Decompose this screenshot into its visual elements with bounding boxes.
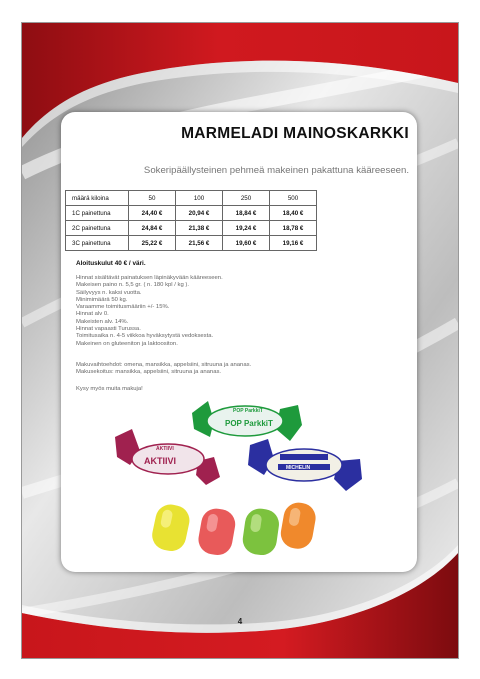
setup-cost: Aloituskulut 40 € / väri. <box>76 260 146 267</box>
table-header-cell: 500 <box>270 191 317 206</box>
price-cell: 19,60 € <box>223 236 270 251</box>
price-cell: 18,84 € <box>223 206 270 221</box>
price-cell: 24,84 € <box>129 221 176 236</box>
price-cell: 20,94 € <box>176 206 223 221</box>
jelly-candy-yellow <box>149 502 192 554</box>
price-cell: 19,24 € <box>223 221 270 236</box>
row-label: 2C painettuna <box>66 221 129 236</box>
flavor-line: Makuvaihtoehdot: omena, mansikka, appelsiini, sitruuna ja ananas. <box>76 362 252 368</box>
price-cell: 21,56 € <box>176 236 223 251</box>
info-line: Hinnat vapaasti Turussa. <box>76 326 141 333</box>
wrapper-text: MICHELIN <box>286 465 311 471</box>
wrapper-text: AKTIIVI <box>156 446 174 452</box>
info-line: Toimitusaika n. 4-5 viikkoa hyväksytystä vedoksesta. <box>76 333 214 340</box>
price-cell: 21,38 € <box>176 221 223 236</box>
price-table <box>65 190 317 251</box>
info-line: Makeinen on gluteeniton ja laktoositon. <box>76 340 178 347</box>
wrapped-candy-magenta <box>115 429 220 485</box>
info-line: Makeisen paino n. 5,5 gr. ( n. 180 kpl / kg ). <box>76 282 189 289</box>
table-header-cell: 250 <box>223 191 270 206</box>
table-header-cell: 50 <box>129 191 176 206</box>
product-subtitle: Sokeripäällysteinen pehmeä makeinen pakattuna kääreeseen. <box>143 165 409 176</box>
table-header-row <box>66 191 317 206</box>
info-line: Makeisten alv. 14%. <box>76 318 129 325</box>
candy-photo <box>110 399 365 564</box>
page-number: 4 <box>237 617 243 626</box>
price-cell: 25,22 € <box>129 236 176 251</box>
price-cell: 19,16 € <box>270 236 317 251</box>
table-header-cell: määrä kiloina <box>66 191 129 206</box>
price-cell: 24,40 € <box>129 206 176 221</box>
flavor-list <box>76 362 251 377</box>
jelly-candy-orange <box>278 500 318 551</box>
wrapper-text: AKTIIVI <box>144 456 177 466</box>
price-cell: 18,40 € <box>270 206 317 221</box>
wrapped-candy-green <box>192 401 302 441</box>
info-line: Varaamme toimitusmääriin +/- 15%. <box>76 304 170 311</box>
page-title: MARMELADI MAINOSKARKKI <box>181 125 409 142</box>
content-card <box>61 112 417 572</box>
row-label: 1C painettuna <box>66 206 129 221</box>
table-row <box>66 221 317 236</box>
table-row <box>66 236 317 251</box>
table-header-cell: 100 <box>176 191 223 206</box>
info-line: Minimimäärä 50 kg. <box>76 296 128 303</box>
ask-more-text: Kysy myös muita makuja! <box>76 386 143 392</box>
info-line: Säilyvyys n. kaksi vuotta. <box>76 289 142 296</box>
row-label: 3C painettuna <box>66 236 129 251</box>
jelly-candy-red <box>196 506 237 557</box>
info-list <box>76 275 223 348</box>
info-line: Hinnat sisältävät painatuksen läpinäkyvään kääreeseen. <box>76 275 223 281</box>
jelly-candy-green <box>241 507 281 557</box>
table-row <box>66 206 317 221</box>
wrapped-candy-blue <box>248 439 362 491</box>
wrapper-text: POP ParkkiT <box>225 419 273 428</box>
price-cell: 18,78 € <box>270 221 317 236</box>
flavor-line: Makusekoitus: mansikka, appelsiini, sitruuna ja ananas. <box>76 369 222 376</box>
info-line: Hinnat alv 0. <box>76 311 109 318</box>
wrapper-text: POP ParkkiT <box>233 408 263 414</box>
